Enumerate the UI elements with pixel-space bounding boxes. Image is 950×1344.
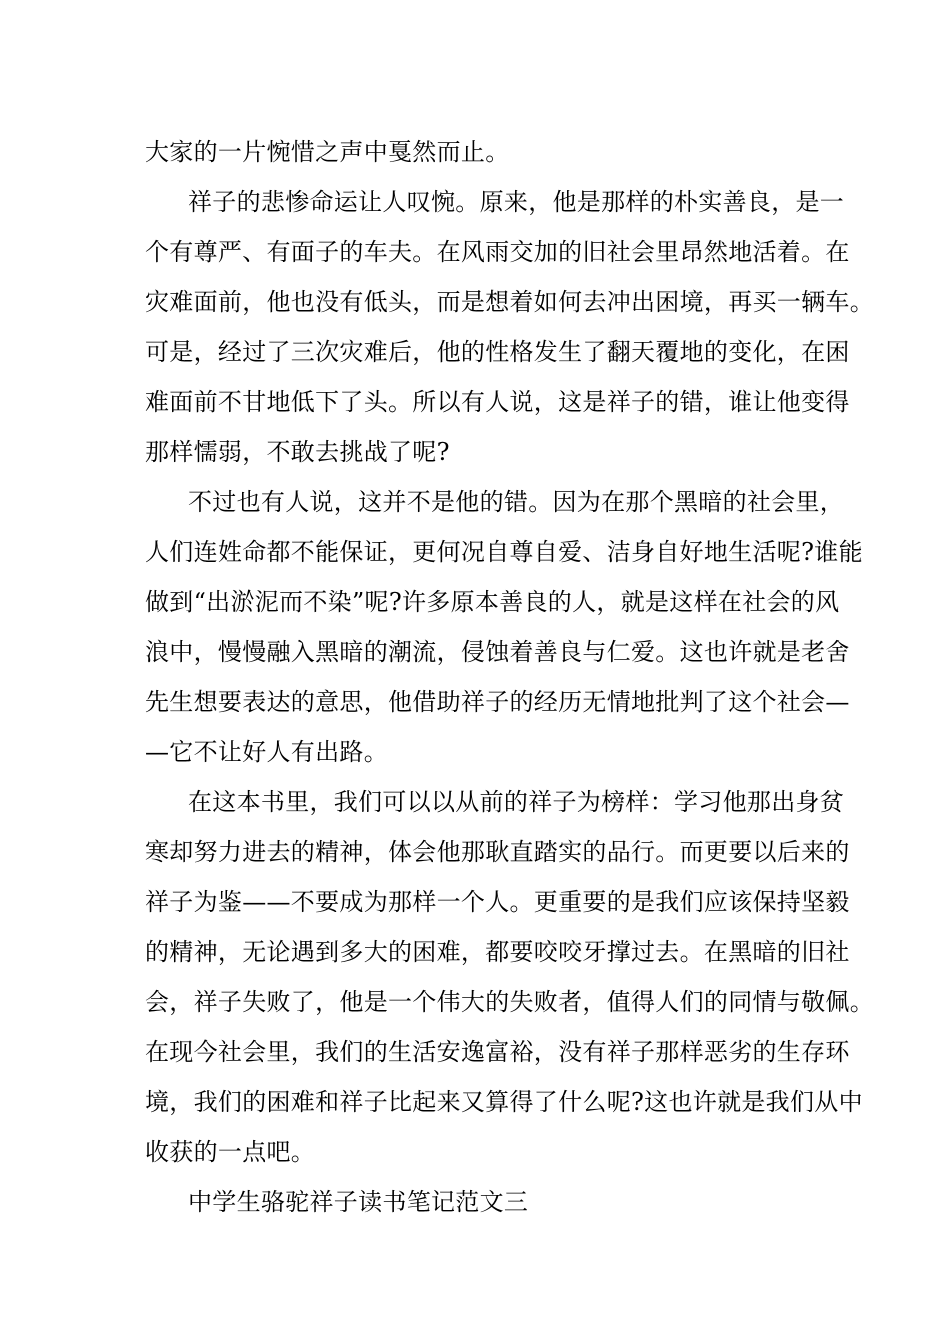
- text-line-12: 先生想要表达的意思，他借助祥子的经历无情地批判了这个社会—: [145, 688, 850, 716]
- text-line-5: 可是，经过了三次灾难后，他的性格发生了翻天覆地的变化，在困: [145, 338, 850, 366]
- text-line-19: 在现今社会里，我们的生活安逸富裕，没有祥子那样恶劣的生存环: [145, 1038, 850, 1066]
- text-line-7: 那样懦弱，不敢去挑战了呢?: [145, 438, 450, 466]
- text-line-14: 在这本书里，我们可以以从前的祥子为榜样：学习他那出身贫: [188, 788, 845, 816]
- text-line-11: 浪中，慢慢融入黑暗的潮流，侵蚀着善良与仁爱。这也许就是老舍: [145, 638, 850, 666]
- section-heading: 中学生骆驼祥子读书笔记范文三: [188, 1188, 529, 1216]
- text-line-10: 做到“出淤泥而不染”呢?许多原本善良的人，就是这样在社会的风: [145, 588, 840, 616]
- text-line-8: 不过也有人说，这并不是他的错。因为在那个黑暗的社会里，: [188, 488, 845, 516]
- text-line-17: 的精神，无论遇到多大的困难，都要咬咬牙撑过去。在黑暗的旧社: [145, 938, 850, 966]
- text-line-20: 境，我们的困难和祥子比起来又算得了什么呢?这也许就是我们从中: [145, 1088, 863, 1116]
- text-line-1: 大家的一片惋惜之声中戛然而止。: [145, 138, 510, 166]
- text-line-4: 灾难面前，他也没有低头，而是想着如何去冲出困境，再买一辆车。: [145, 288, 874, 316]
- text-line-6: 难面前不甘地低下了头。所以有人说，这是祥子的错，谁让他变得: [145, 388, 850, 416]
- text-line-2: 祥子的悲惨命运让人叹惋。原来，他是那样的朴实善良，是一: [188, 188, 845, 216]
- text-line-21: 收获的一点吧。: [145, 1138, 316, 1166]
- text-line-18: 会，祥子失败了，他是一个伟大的失败者，值得人们的同情与敬佩。: [145, 988, 874, 1016]
- text-line-15: 寒却努力进去的精神，体会他那耿直踏实的品行。而更要以后来的: [145, 838, 850, 866]
- text-line-9: 人们连姓命都不能保证，更何况自尊自爱、洁身自好地生活呢?谁能: [145, 538, 863, 566]
- text-line-13: —它不让好人有出路。: [145, 738, 388, 766]
- text-line-3: 个有尊严、有面子的车夫。在风雨交加的旧社会里昂然地活着。在: [145, 238, 850, 266]
- text-line-16: 祥子为鉴——不要成为那样一个人。更重要的是我们应该保持坚毅: [145, 888, 850, 916]
